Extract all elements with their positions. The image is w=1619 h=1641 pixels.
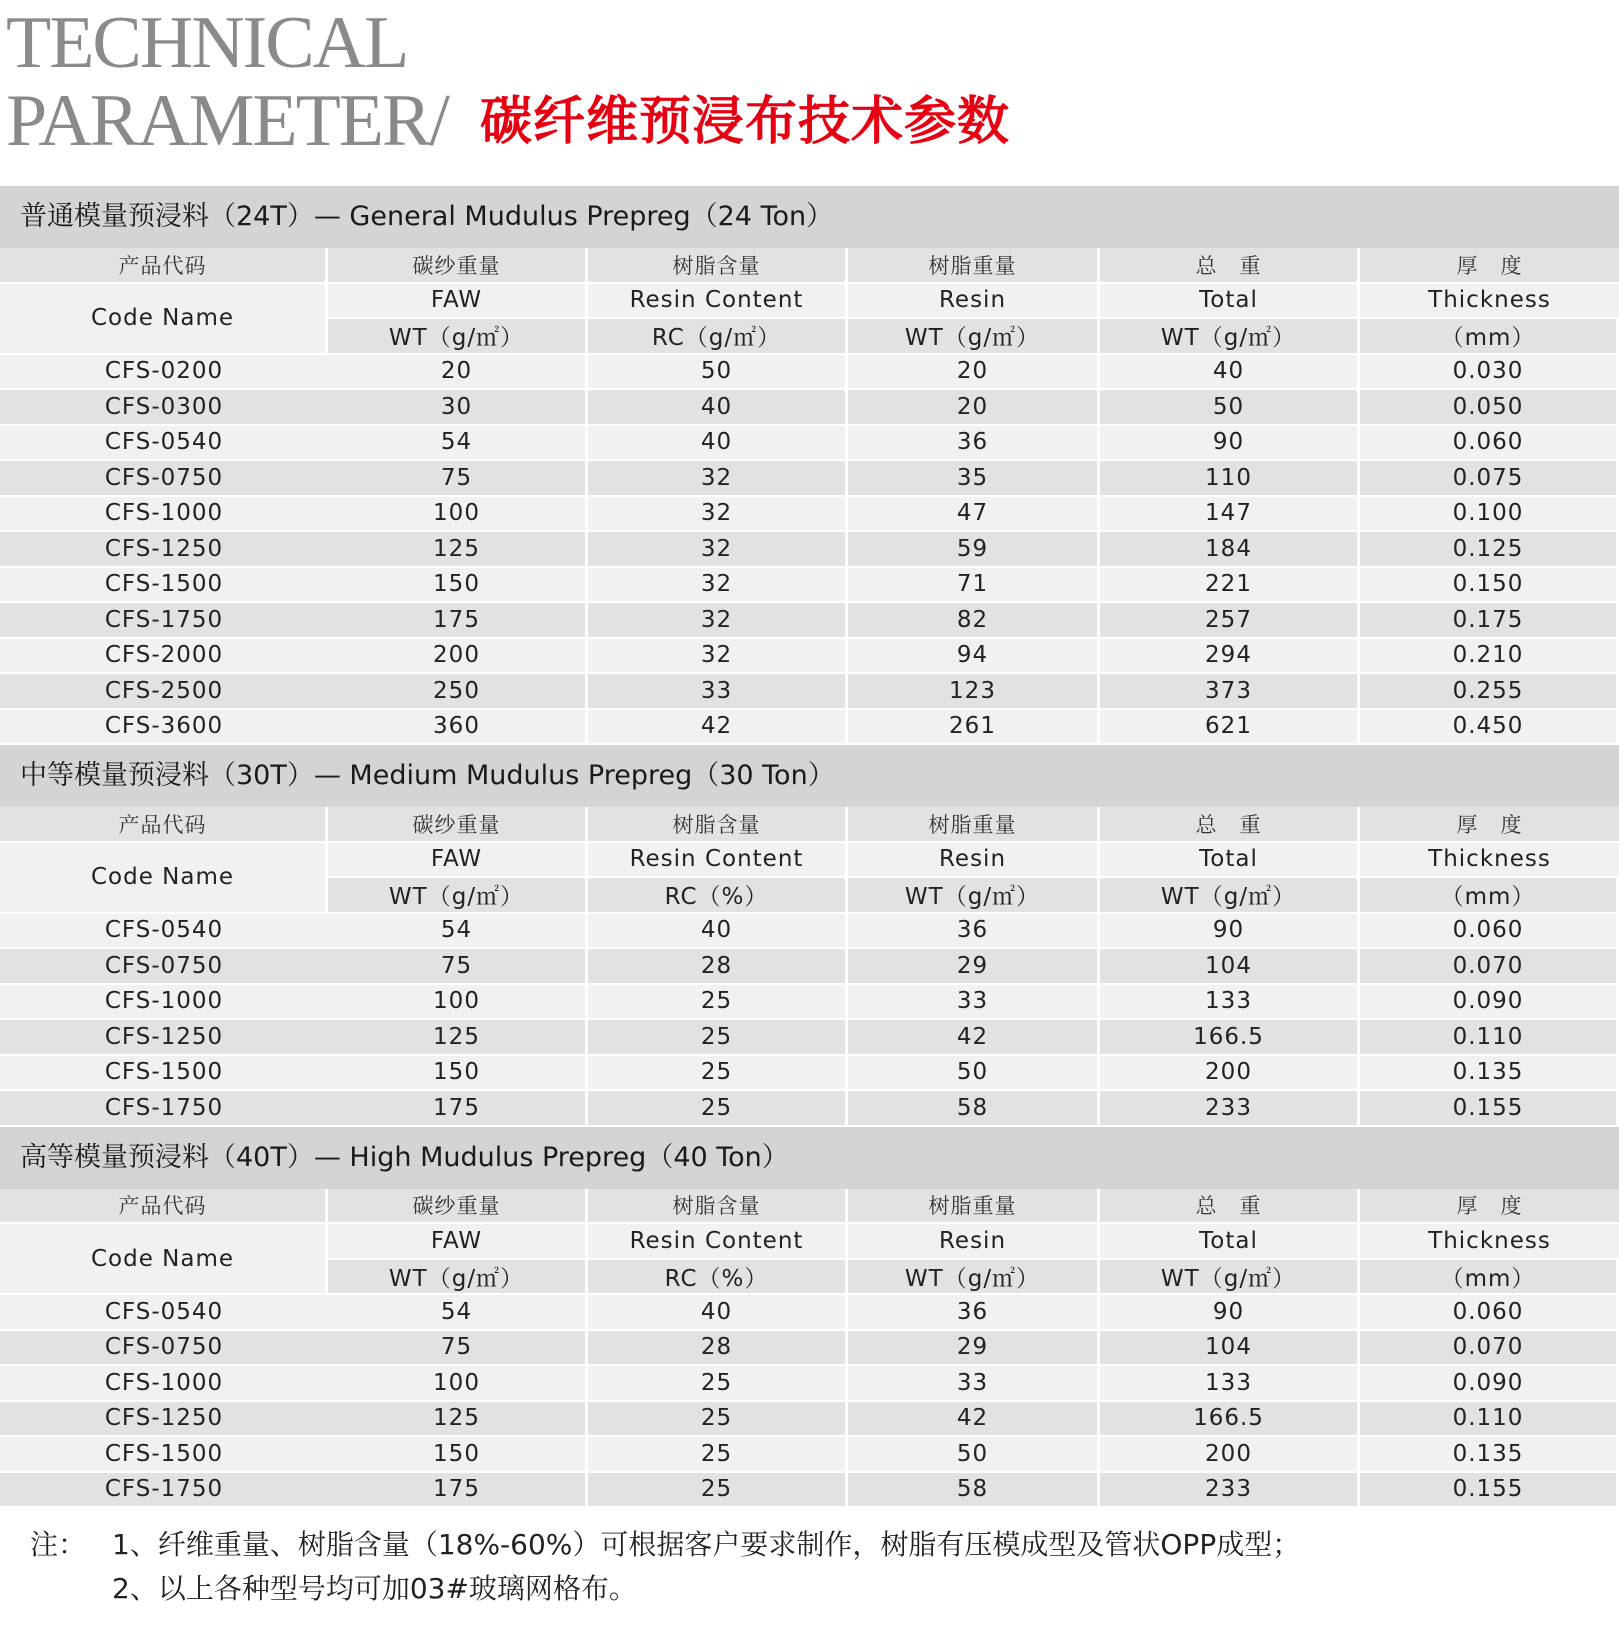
- header-unit: WT（g/㎡）: [848, 319, 1100, 355]
- value-cell: 25: [588, 1366, 848, 1402]
- value-cell: 29: [848, 949, 1100, 985]
- value-cell: 36: [848, 426, 1100, 462]
- value-cell: 33: [848, 985, 1100, 1021]
- header-unit: RC（%）: [588, 1260, 848, 1296]
- value-cell: 123: [848, 674, 1100, 710]
- value-cell: 40: [1100, 355, 1360, 391]
- title-line-technical: TECHNICAL: [6, 2, 408, 84]
- code-name-cell: CFS-1750: [0, 1091, 328, 1127]
- header-en: Resin: [848, 284, 1100, 320]
- note-row: [30, 1567, 1300, 1611]
- value-cell: 250: [328, 674, 588, 710]
- value-cell: 294: [1100, 639, 1360, 675]
- code-name-cell: CFS-1500: [0, 1056, 328, 1092]
- value-cell: 104: [1100, 949, 1360, 985]
- header-cn: 树脂重量: [848, 1189, 1100, 1225]
- header-en: Total: [1100, 843, 1360, 879]
- value-cell: 40: [588, 914, 848, 950]
- value-cell: 32: [588, 461, 848, 497]
- value-cell: 90: [1100, 426, 1360, 462]
- note-row: [30, 1523, 1300, 1567]
- value-cell: 50: [588, 355, 848, 391]
- value-cell: 32: [588, 532, 848, 568]
- header-unit: WT（g/㎡）: [1100, 319, 1360, 355]
- code-name-cell: CFS-0540: [0, 426, 328, 462]
- header-cn: 厚 度: [1360, 807, 1619, 843]
- value-cell: 40: [588, 426, 848, 462]
- value-cell: 25: [588, 1402, 848, 1438]
- value-cell: 360: [328, 710, 588, 746]
- value-cell: 0.110: [1360, 1020, 1619, 1056]
- value-cell: 110: [1100, 461, 1360, 497]
- code-name-cell: CFS-2000: [0, 639, 328, 675]
- value-cell: 90: [1100, 914, 1360, 950]
- header-unit: WT（g/㎡）: [328, 319, 588, 355]
- note-item-1: 1、纤维重量、树脂含量（18%-60%）可根据客户要求制作，树脂有压模成型及管状OPP成型；: [112, 1528, 1301, 1561]
- value-cell: 20: [848, 390, 1100, 426]
- value-cell: 150: [328, 1056, 588, 1092]
- value-cell: 0.125: [1360, 532, 1619, 568]
- header-en: Total: [1100, 1224, 1360, 1260]
- value-cell: 58: [848, 1091, 1100, 1127]
- code-name-cell: CFS-1000: [0, 497, 328, 533]
- header-cn: 产品代码: [0, 1189, 328, 1225]
- value-cell: 33: [588, 674, 848, 710]
- header-cn: 总 重: [1100, 1189, 1360, 1225]
- value-cell: 50: [848, 1437, 1100, 1473]
- spec-table: [0, 1189, 1619, 1509]
- value-cell: 29: [848, 1331, 1100, 1367]
- value-cell: 0.255: [1360, 674, 1619, 710]
- value-cell: 20: [848, 355, 1100, 391]
- header-cn: 树脂含量: [588, 1189, 848, 1225]
- section-title: 普通模量预浸料（24T）— General Mudulus Prepreg（24 Ton）: [0, 186, 1619, 248]
- code-name-cell: CFS-1250: [0, 532, 328, 568]
- code-name-cell: CFS-0750: [0, 1331, 328, 1367]
- code-name-cell: CFS-1250: [0, 1402, 328, 1438]
- page-header: [0, 0, 1619, 180]
- code-name-cell: CFS-1500: [0, 568, 328, 604]
- value-cell: 40: [588, 390, 848, 426]
- code-name-cell: CFS-0540: [0, 1295, 328, 1331]
- code-name-cell: CFS-2500: [0, 674, 328, 710]
- value-cell: 261: [848, 710, 1100, 746]
- value-cell: 32: [588, 603, 848, 639]
- header-en: Resin Content: [588, 1224, 848, 1260]
- header-en: Thickness: [1360, 284, 1619, 320]
- value-cell: 35: [848, 461, 1100, 497]
- value-cell: 54: [328, 914, 588, 950]
- value-cell: 125: [328, 1020, 588, 1056]
- value-cell: 28: [588, 949, 848, 985]
- header-unit: （mm）: [1360, 319, 1619, 355]
- value-cell: 94: [848, 639, 1100, 675]
- value-cell: 32: [588, 639, 848, 675]
- value-cell: 32: [588, 568, 848, 604]
- code-name-cell: CFS-1500: [0, 1437, 328, 1473]
- code-name-cell: CFS-0200: [0, 355, 328, 391]
- section-title: 高等模量预浸料（40T）— High Mudulus Prepreg（40 Ton）: [0, 1127, 1619, 1189]
- value-cell: 0.070: [1360, 949, 1619, 985]
- value-cell: 47: [848, 497, 1100, 533]
- header-en: FAW: [328, 1224, 588, 1260]
- header-en: Code Name: [0, 1224, 328, 1295]
- header-unit: （mm）: [1360, 878, 1619, 914]
- value-cell: 147: [1100, 497, 1360, 533]
- value-cell: 0.450: [1360, 710, 1619, 746]
- value-cell: 50: [848, 1056, 1100, 1092]
- header-unit: WT（g/㎡）: [1100, 1260, 1360, 1296]
- value-cell: 54: [328, 426, 588, 462]
- value-cell: 0.155: [1360, 1091, 1619, 1127]
- parameter-tables: [0, 186, 1619, 1508]
- value-cell: 0.155: [1360, 1473, 1619, 1509]
- code-name-cell: CFS-1750: [0, 603, 328, 639]
- value-cell: 373: [1100, 674, 1360, 710]
- value-cell: 50: [1100, 390, 1360, 426]
- value-cell: 42: [848, 1020, 1100, 1056]
- header-unit: WT（g/㎡）: [848, 878, 1100, 914]
- value-cell: 25: [588, 1437, 848, 1473]
- value-cell: 133: [1100, 985, 1360, 1021]
- value-cell: 200: [1100, 1056, 1360, 1092]
- header-unit: WT（g/㎡）: [328, 1260, 588, 1296]
- value-cell: 100: [328, 985, 588, 1021]
- value-cell: 0.050: [1360, 390, 1619, 426]
- value-cell: 0.150: [1360, 568, 1619, 604]
- value-cell: 82: [848, 603, 1100, 639]
- value-cell: 0.100: [1360, 497, 1619, 533]
- title-line-parameter: PARAMETER/: [6, 80, 448, 162]
- code-name-cell: CFS-0300: [0, 390, 328, 426]
- spec-table: [0, 807, 1619, 1127]
- header-unit: WT（g/㎡）: [328, 878, 588, 914]
- value-cell: 175: [328, 1473, 588, 1509]
- value-cell: 30: [328, 390, 588, 426]
- value-cell: 150: [328, 1437, 588, 1473]
- header-en: Thickness: [1360, 843, 1619, 879]
- header-en: Resin Content: [588, 284, 848, 320]
- value-cell: 36: [848, 1295, 1100, 1331]
- notes: [30, 1523, 1300, 1611]
- value-cell: 221: [1100, 568, 1360, 604]
- header-en: FAW: [328, 284, 588, 320]
- value-cell: 0.090: [1360, 985, 1619, 1021]
- value-cell: 200: [328, 639, 588, 675]
- value-cell: 0.175: [1360, 603, 1619, 639]
- value-cell: 75: [328, 1331, 588, 1367]
- value-cell: 0.070: [1360, 1331, 1619, 1367]
- code-name-cell: CFS-0750: [0, 461, 328, 497]
- value-cell: 0.060: [1360, 1295, 1619, 1331]
- value-cell: 150: [328, 568, 588, 604]
- value-cell: 75: [328, 949, 588, 985]
- value-cell: 36: [848, 914, 1100, 950]
- value-cell: 33: [848, 1366, 1100, 1402]
- header-cn: 树脂重量: [848, 807, 1100, 843]
- value-cell: 0.110: [1360, 1402, 1619, 1438]
- value-cell: 621: [1100, 710, 1360, 746]
- header-cn: 产品代码: [0, 807, 328, 843]
- value-cell: 0.210: [1360, 639, 1619, 675]
- value-cell: 233: [1100, 1473, 1360, 1509]
- code-name-cell: CFS-0540: [0, 914, 328, 950]
- header-cn: 总 重: [1100, 807, 1360, 843]
- value-cell: 58: [848, 1473, 1100, 1509]
- value-cell: 100: [328, 1366, 588, 1402]
- header-cn: 树脂重量: [848, 248, 1100, 284]
- header-cn: 碳纱重量: [328, 248, 588, 284]
- value-cell: 104: [1100, 1331, 1360, 1367]
- value-cell: 125: [328, 532, 588, 568]
- spec-table: [0, 248, 1619, 745]
- value-cell: 71: [848, 568, 1100, 604]
- value-cell: 0.075: [1360, 461, 1619, 497]
- value-cell: 0.060: [1360, 914, 1619, 950]
- header-cn: 厚 度: [1360, 1189, 1619, 1225]
- header-cn: 厚 度: [1360, 248, 1619, 284]
- header-cn: 总 重: [1100, 248, 1360, 284]
- value-cell: 54: [328, 1295, 588, 1331]
- header-cn: 碳纱重量: [328, 807, 588, 843]
- code-name-cell: CFS-1000: [0, 985, 328, 1021]
- header-cn: 碳纱重量: [328, 1189, 588, 1225]
- value-cell: 42: [588, 710, 848, 746]
- header-unit: WT（g/㎡）: [1100, 878, 1360, 914]
- value-cell: 257: [1100, 603, 1360, 639]
- header-cn: 树脂含量: [588, 807, 848, 843]
- value-cell: 175: [328, 1091, 588, 1127]
- code-name-cell: CFS-1750: [0, 1473, 328, 1509]
- value-cell: 75: [328, 461, 588, 497]
- value-cell: 40: [588, 1295, 848, 1331]
- value-cell: 32: [588, 497, 848, 533]
- header-cn: 产品代码: [0, 248, 328, 284]
- header-en: Code Name: [0, 284, 328, 355]
- header-unit: RC（%）: [588, 878, 848, 914]
- header-en: Total: [1100, 284, 1360, 320]
- code-name-cell: CFS-1250: [0, 1020, 328, 1056]
- value-cell: 20: [328, 355, 588, 391]
- title-chinese: 碳纤维预浸布技术参数: [480, 92, 1011, 152]
- value-cell: 125: [328, 1402, 588, 1438]
- header-unit: （mm）: [1360, 1260, 1619, 1296]
- code-name-cell: CFS-1000: [0, 1366, 328, 1402]
- header-cn: 树脂含量: [588, 248, 848, 284]
- header-en: Code Name: [0, 843, 328, 914]
- header-en: Resin: [848, 843, 1100, 879]
- value-cell: 166.5: [1100, 1402, 1360, 1438]
- value-cell: 25: [588, 1020, 848, 1056]
- note-item-2: 2、以上各种型号均可加03#玻璃网格布。: [112, 1572, 637, 1605]
- value-cell: 0.135: [1360, 1056, 1619, 1092]
- header-en: Thickness: [1360, 1224, 1619, 1260]
- value-cell: 133: [1100, 1366, 1360, 1402]
- value-cell: 42: [848, 1402, 1100, 1438]
- value-cell: 233: [1100, 1091, 1360, 1127]
- value-cell: 0.135: [1360, 1437, 1619, 1473]
- section-title: 中等模量预浸料（30T）— Medium Mudulus Prepreg（30 Ton）: [0, 745, 1619, 807]
- value-cell: 100: [328, 497, 588, 533]
- value-cell: 0.030: [1360, 355, 1619, 391]
- value-cell: 175: [328, 603, 588, 639]
- notes-label: 注：: [30, 1528, 87, 1561]
- value-cell: 90: [1100, 1295, 1360, 1331]
- value-cell: 184: [1100, 532, 1360, 568]
- value-cell: 0.060: [1360, 426, 1619, 462]
- code-name-cell: CFS-3600: [0, 710, 328, 746]
- header-unit: RC（g/㎡）: [588, 319, 848, 355]
- value-cell: 0.090: [1360, 1366, 1619, 1402]
- value-cell: 25: [588, 1056, 848, 1092]
- value-cell: 25: [588, 1473, 848, 1509]
- value-cell: 166.5: [1100, 1020, 1360, 1056]
- code-name-cell: CFS-0750: [0, 949, 328, 985]
- value-cell: 59: [848, 532, 1100, 568]
- header-en: Resin: [848, 1224, 1100, 1260]
- header-en: FAW: [328, 843, 588, 879]
- value-cell: 25: [588, 985, 848, 1021]
- value-cell: 28: [588, 1331, 848, 1367]
- value-cell: 25: [588, 1091, 848, 1127]
- header-unit: WT（g/㎡）: [848, 1260, 1100, 1296]
- value-cell: 200: [1100, 1437, 1360, 1473]
- header-en: Resin Content: [588, 843, 848, 879]
